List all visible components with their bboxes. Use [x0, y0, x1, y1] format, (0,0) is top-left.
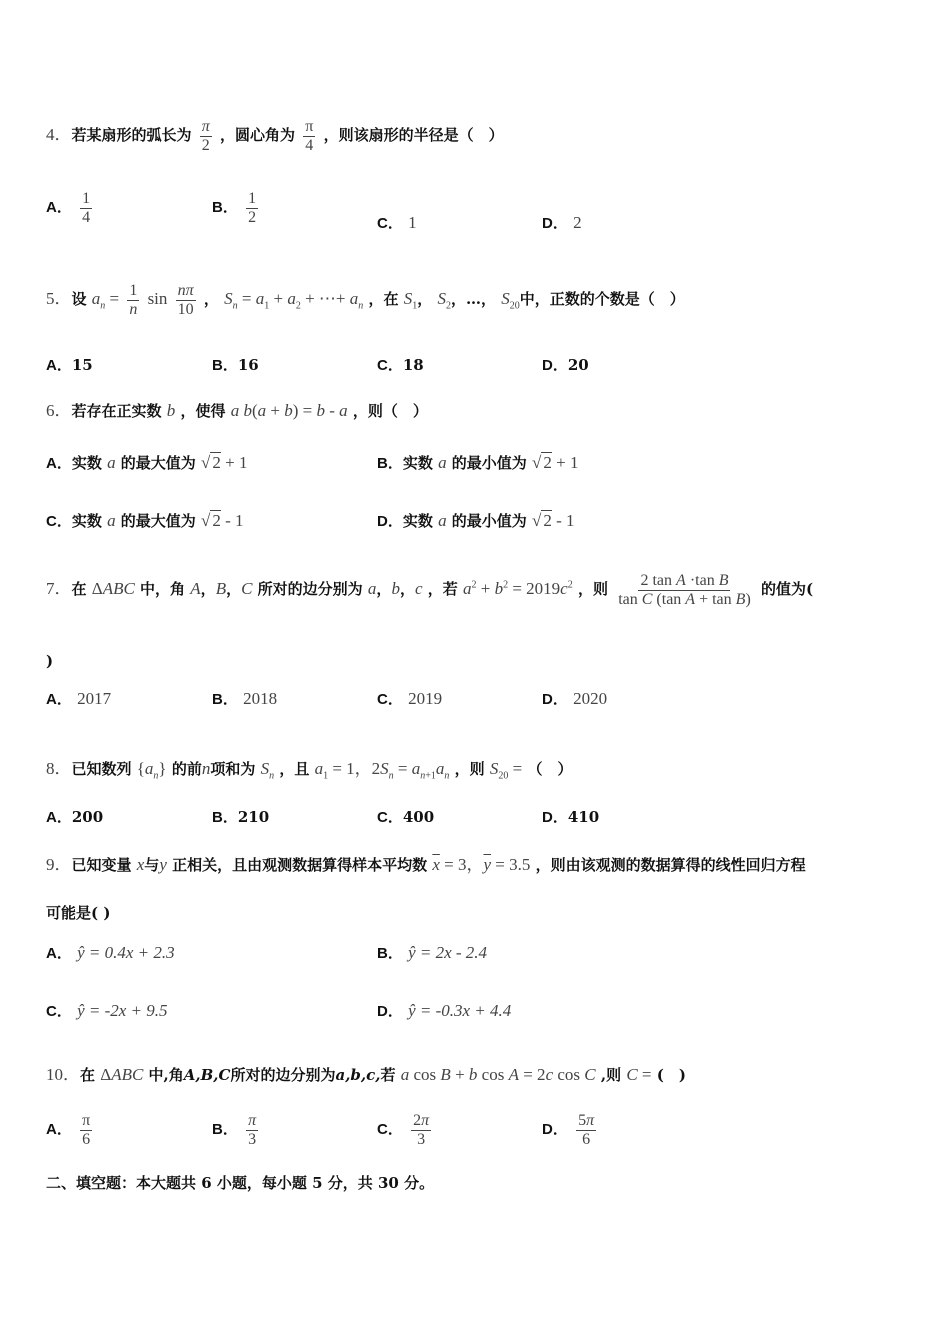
q10-option-d[interactable]: D． $\frac{5\pi}{6}$: [542, 1112, 595, 1148]
q6-option-d[interactable]: D．实数 a 的最小值为 √ 2 - 1: [377, 511, 575, 530]
q6-option-b[interactable]: B．实数 a 的最小值为 √ 2 + 1: [377, 453, 579, 472]
q9-option-c[interactable]: C． ŷ = -2x + 9.5: [46, 1001, 168, 1020]
opt-value: $\frac{1}{4}$: [82, 190, 91, 226]
q7-option-c[interactable]: C． 2019: [377, 689, 443, 708]
q10-option-b[interactable]: B． $\frac{\pi}{3}$: [212, 1112, 257, 1148]
q4-option-c[interactable]: C． 1: [377, 213, 417, 232]
math-pi-over-4: $\frac{\pi}{4}$: [305, 118, 314, 154]
q7-option-b[interactable]: B． 2018: [212, 689, 278, 708]
q4-option-b[interactable]: B． $\frac{1}{2}$: [212, 190, 257, 226]
q5-option-a[interactable]: A．15: [46, 356, 93, 374]
question-5: 5．设 $a_n$ = $\frac{1}{n}$ sin $\frac{n\pi}{10}$ ， $S_n = a_1 + a_2$ + ⋯+ $a_n$ ，在 $S_1$， $S_2$，…， $S_{20}$中，正数的个数是（ ）: [46, 282, 685, 318]
math-tan-ratio: $\frac{\text{2 tan A ·tan B}}{\text{tan C (tan A + tan B)}}$: [618, 572, 751, 608]
q5-option-d[interactable]: D．20: [542, 356, 589, 374]
q9-option-d[interactable]: D． ŷ = -0.3x + 4.4: [377, 1001, 512, 1020]
q6-option-c[interactable]: C．实数 a 的最大值为 √ 2 - 1: [46, 511, 244, 530]
q7-option-a[interactable]: A． 2017: [46, 689, 112, 708]
question-10: 10．在 ΔABC 中,角A,B,C所对的边分别为a,b,c,若 a cos B + b cos A = 2c cos C ,则 C = ( ): [46, 1065, 686, 1084]
q6-option-a[interactable]: A．实数 a 的最大值为 √ 2 + 1: [46, 453, 248, 472]
q10-option-a[interactable]: A． $\frac{\pi}{6}$: [46, 1112, 91, 1148]
q8-option-b[interactable]: B．210: [212, 808, 270, 826]
question-6: 6．若存在正实数 b ，使得 a b(a + b) = b - a ，则（ ）: [46, 401, 428, 420]
q7-option-d[interactable]: D． 2020: [542, 689, 608, 708]
question-7-cont: ): [46, 652, 54, 670]
question-7: 7．在 ΔABC 中，角 A，B，C 所对的边分别为 a，b，c ，若 $a^2 + b^2 = 2019c^2$ ，则 $\frac{\text{2 tan A ·tan B}}{\text{tan C (tan A + tan B)}}$ 的值为(: [46, 572, 814, 608]
q5-option-c[interactable]: C．18: [377, 356, 424, 374]
q10-option-c[interactable]: C． $\frac{2\pi}{3}$: [377, 1112, 430, 1148]
question-8: 8．已知数列 $\{a_n\}$ 的前n项和为 $S_n$ ，且 $a_1 = 1$，$2S_n = a_{n+1}a_n$ ，则 $S_{20}$ = （ ）: [46, 759, 573, 782]
math-pi-over-2: $\frac{\pi}{2}$: [201, 118, 210, 154]
q5-option-b[interactable]: B．16: [212, 356, 259, 374]
q8-option-a[interactable]: A．200: [46, 808, 104, 826]
question-9: 9．已知变量 x与y 正相关，且由观测数据算得样本平均数 $\overline{x} = 3$，$\overline{y} = 3.5$ ，则由该观测的数据算得的线性回归方程: [46, 855, 806, 874]
question-4: 4．若某扇形的弧长为 $\frac{\pi}{2}$ ，圆心角为 $\frac{\pi}{4}$ ，则该扇形的半径是（ ）: [46, 118, 504, 154]
question-9-cont: 可能是( ): [46, 904, 111, 922]
q8-option-d[interactable]: D．410: [542, 808, 600, 826]
q4-option-d[interactable]: D． 2: [542, 213, 582, 232]
q9-option-b[interactable]: B． ŷ = 2x - 2.4: [377, 943, 488, 962]
opt-value: $\frac{1}{2}$: [248, 190, 257, 226]
q8-option-c[interactable]: C．400: [377, 808, 435, 826]
q9-option-a[interactable]: A． ŷ = 0.4x + 2.3: [46, 943, 175, 962]
section-2-heading: 二、填空题：本大题共 6 小题，每小题 5 分，共 30 分。: [46, 1174, 435, 1192]
q4-option-a[interactable]: A． $\frac{1}{4}$: [46, 190, 91, 226]
